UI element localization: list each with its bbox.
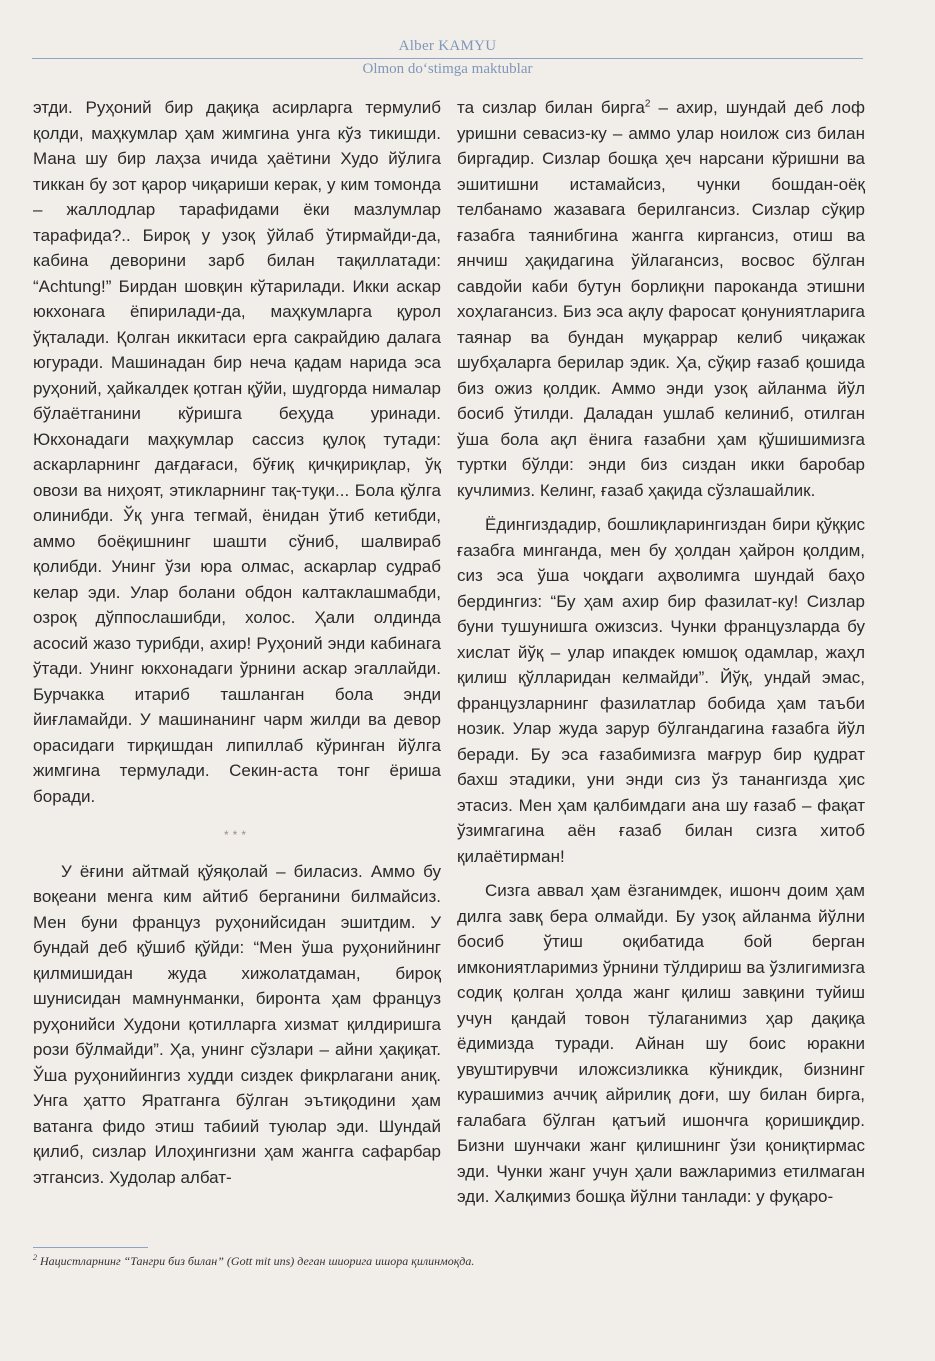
right-paragraph-1-start: та сизлар билан бирга xyxy=(457,98,645,117)
footnote-reference[interactable]: 2 xyxy=(644,98,651,110)
section-break-stars: *** xyxy=(223,828,250,842)
right-column xyxy=(457,95,865,1210)
right-paragraph-3: Сизга аввал ҳам ёзганимдек, ишонч доим ҳам дилга завқ бера олмайди. Бу узоқ айланма йўлни босиб ўтиш оқибатида бой берган имкониятларимиз ўрнини тўлдириш ва ўзлигимизга содиқ қолган ҳолда жанг қилиш завқини туйиш учун қандай товон тўлаганимиз ҳар дақиқа ёдимизда туради. Айнан шу боис юракни увуштирувчи иложсизликка кўникдик, бизнинг курашимиз аччиқ айрилиқ доғи, шу билан бирга, ғалабага бўлган қатъий ишончга қоришиқдир. Бизни шунчаки жанг қилишнинг ўзи қониқтирмас эди. Чунки жанг учун ҳали важларимиз етилмаган эди. Халқимиз бошқа йўлни танлади: у фуқаро- xyxy=(457,881,865,1206)
header-rule xyxy=(32,58,863,59)
footnote-number: 2 xyxy=(33,1253,37,1262)
right-paragraph-1 xyxy=(457,95,865,503)
header-author: Alber KAMYU xyxy=(398,38,497,54)
left-paragraph-2: У ёғини айтмай қўяқолай – биласиз. Аммо бу воқеани менга ким айтиб берганини билмайсиз. Мен буни француз руҳонийсидан эшитдим. У бундай деб қўшиб қўйди: “Мен ўша руҳонийнинг қилмишидан жуда хижолатдаман, бироқ шунисидан мамнунманки, биронта ҳам француз руҳонийси Худони қотилларга хизмат қилдиришга рози бўлмайди”. Ҳа, унинг сўзлари – айни ҳақиқат. Ўша руҳонийингиз худди сиздек фикрлагани аниқ. Унга ҳатто Яратганга бўлган эътиқодини ҳам ватанга фидо этиш табиий туюлар эди. Шундай қилиб, сизлар Илоҳингизни ҳам жангга сафарбар этгансиз. Худолар албат- xyxy=(33,861,441,1187)
footnote-text: Нацистларнинг “Тангри биз билан” (Gott mit uns) деган шиорига ишора қилинмоқда. xyxy=(37,1254,475,1268)
running-header xyxy=(32,36,863,80)
footnote-rule xyxy=(33,1247,148,1248)
right-paragraph-1-rest: – ахир, шундай деб лоф уришни севасиз-ку – аммо улар ноилож сиз билан биргадир. Сизлар бошқа ҳеч нарсани кўришни ва эшитишни истамайсиз, чунки бошдан-оёқ телбанамо жазавага берилгансиз. Сизлар сўқир ғазабга таянибгина жангга киргансиз, отиш ва янчиш ҳақидагина ўйлагансиз, восвос бўлган савдойи каби бутун борлиқни пароканда этишни хоҳлагансиз. Биз эса ақлу фаросат қонуниятларига таянар ва бундан муқаррар келиб чиқажак шубҳаларга берилар эдик. Ҳа, сўқир ғазаб қошида биз ожиз қолдик. Аммо энди узоқ айланма йўл босиб ўтилди. Даладан ушлаб келиниб, отилган ўша бола ақл ёнига ғазабни ҳам қўшишимизга туртки бўлди: энди биз сиздан икки баробар кучлимиз. Келинг, ғазаб ҳақида сўзлашайлик. xyxy=(457,98,865,500)
footnote xyxy=(33,1254,853,1269)
header-subtitle: Olmon do‘stimga maktublar xyxy=(362,61,533,77)
left-column xyxy=(33,95,441,1190)
right-paragraph-2: Ёдингиздадир, бошлиқларингиздан бири қўққис ғазабга минганда, мен бу ҳолдан ҳайрон қолдим, сиз эса ўша чоқдаги аҳволимга шундай баҳо бердингиз: “Бу ҳам ахир бир фазилат-ку! Сизлар буни тушунишга ожизсиз. Чунки французларда бу хислат йўқ – улар ипакдек юмшоқ одамлар, жаҳл қилиш қўлларидан келмайди”. Йўқ, ундай эмас, французларнинг фазилатлар бобида ҳам таъби нозик. Улар жуда зарур бўлгандагина ғазабга йўл беради. Бу эса ғазабимизга мағрур бир қудрат бахш этадики, уни энди сиз ўз танангизда ҳис этасиз. Мен ҳам қалбимдаги ана шу ғазаб – фақат ўзимгагина аён ғазаб билан сизга хитоб қилаётирман! xyxy=(457,515,865,866)
left-paragraph-1: этди. Руҳоний бир дақиқа асирларга термулиб қолди, маҳкумлар ҳам жимгина унга кўз тикишди. Мана шу бир лаҳза ичида ҳаётини Худо йўлига тиккан бу зот қарор чиқариши керак, у ким томонда – жаллодлар тарафидами ёки мазлумлар тарафида?.. Бироқ у узоқ ўйлаб ўтирмайди-да, кабина деворини зарб билан тақиллатади: “Achtung!” Бирдан шовқин кўтарилади. Икки аскар юкхонага ёпирилади-да, маҳкумларга қурол ўқталади. Қолган иккитаси ерга сакрайдию далага югуради. Машинадан бир неча қадам нарида эса руҳоний, ҳайкалдек қотган қўйи, шудгорда нималар бўлаётганини кўришга беҳуда уринади. Юкхонадаги маҳкумлар сассиз қулоқ тутади: аскарларнинг дағдағаси, бўғиқ қичқириқлар, ўқ овози ва ниҳоят, этикларнинг тақ-туқи... Бола қўлга олинибди. Ўқ унга тегмай, ёнидан ўтиб кетибди, аммо боёқишнинг шашти сўниб, шалвираб қолибди. Унинг ўзи юра олмас, аскарлар судраб келар эди. Улар болани обдон калтаклашмабди, озроқ дўппослашибди, холос. Ҳали олдинда асосий жазо турибди, ахир! Руҳоний энди кабинага ўтади. Унинг юкхонадаги ўрнини аскар эгаллайди. Бурчакка итариб ташланган бола энди йиғламайди. У машинанинг чарм жилди ва девор орасидаги тирқишдан липиллаб кўринган йўлга жимгина термулади. Секин-аста тонг ёриша боради. xyxy=(33,98,441,806)
